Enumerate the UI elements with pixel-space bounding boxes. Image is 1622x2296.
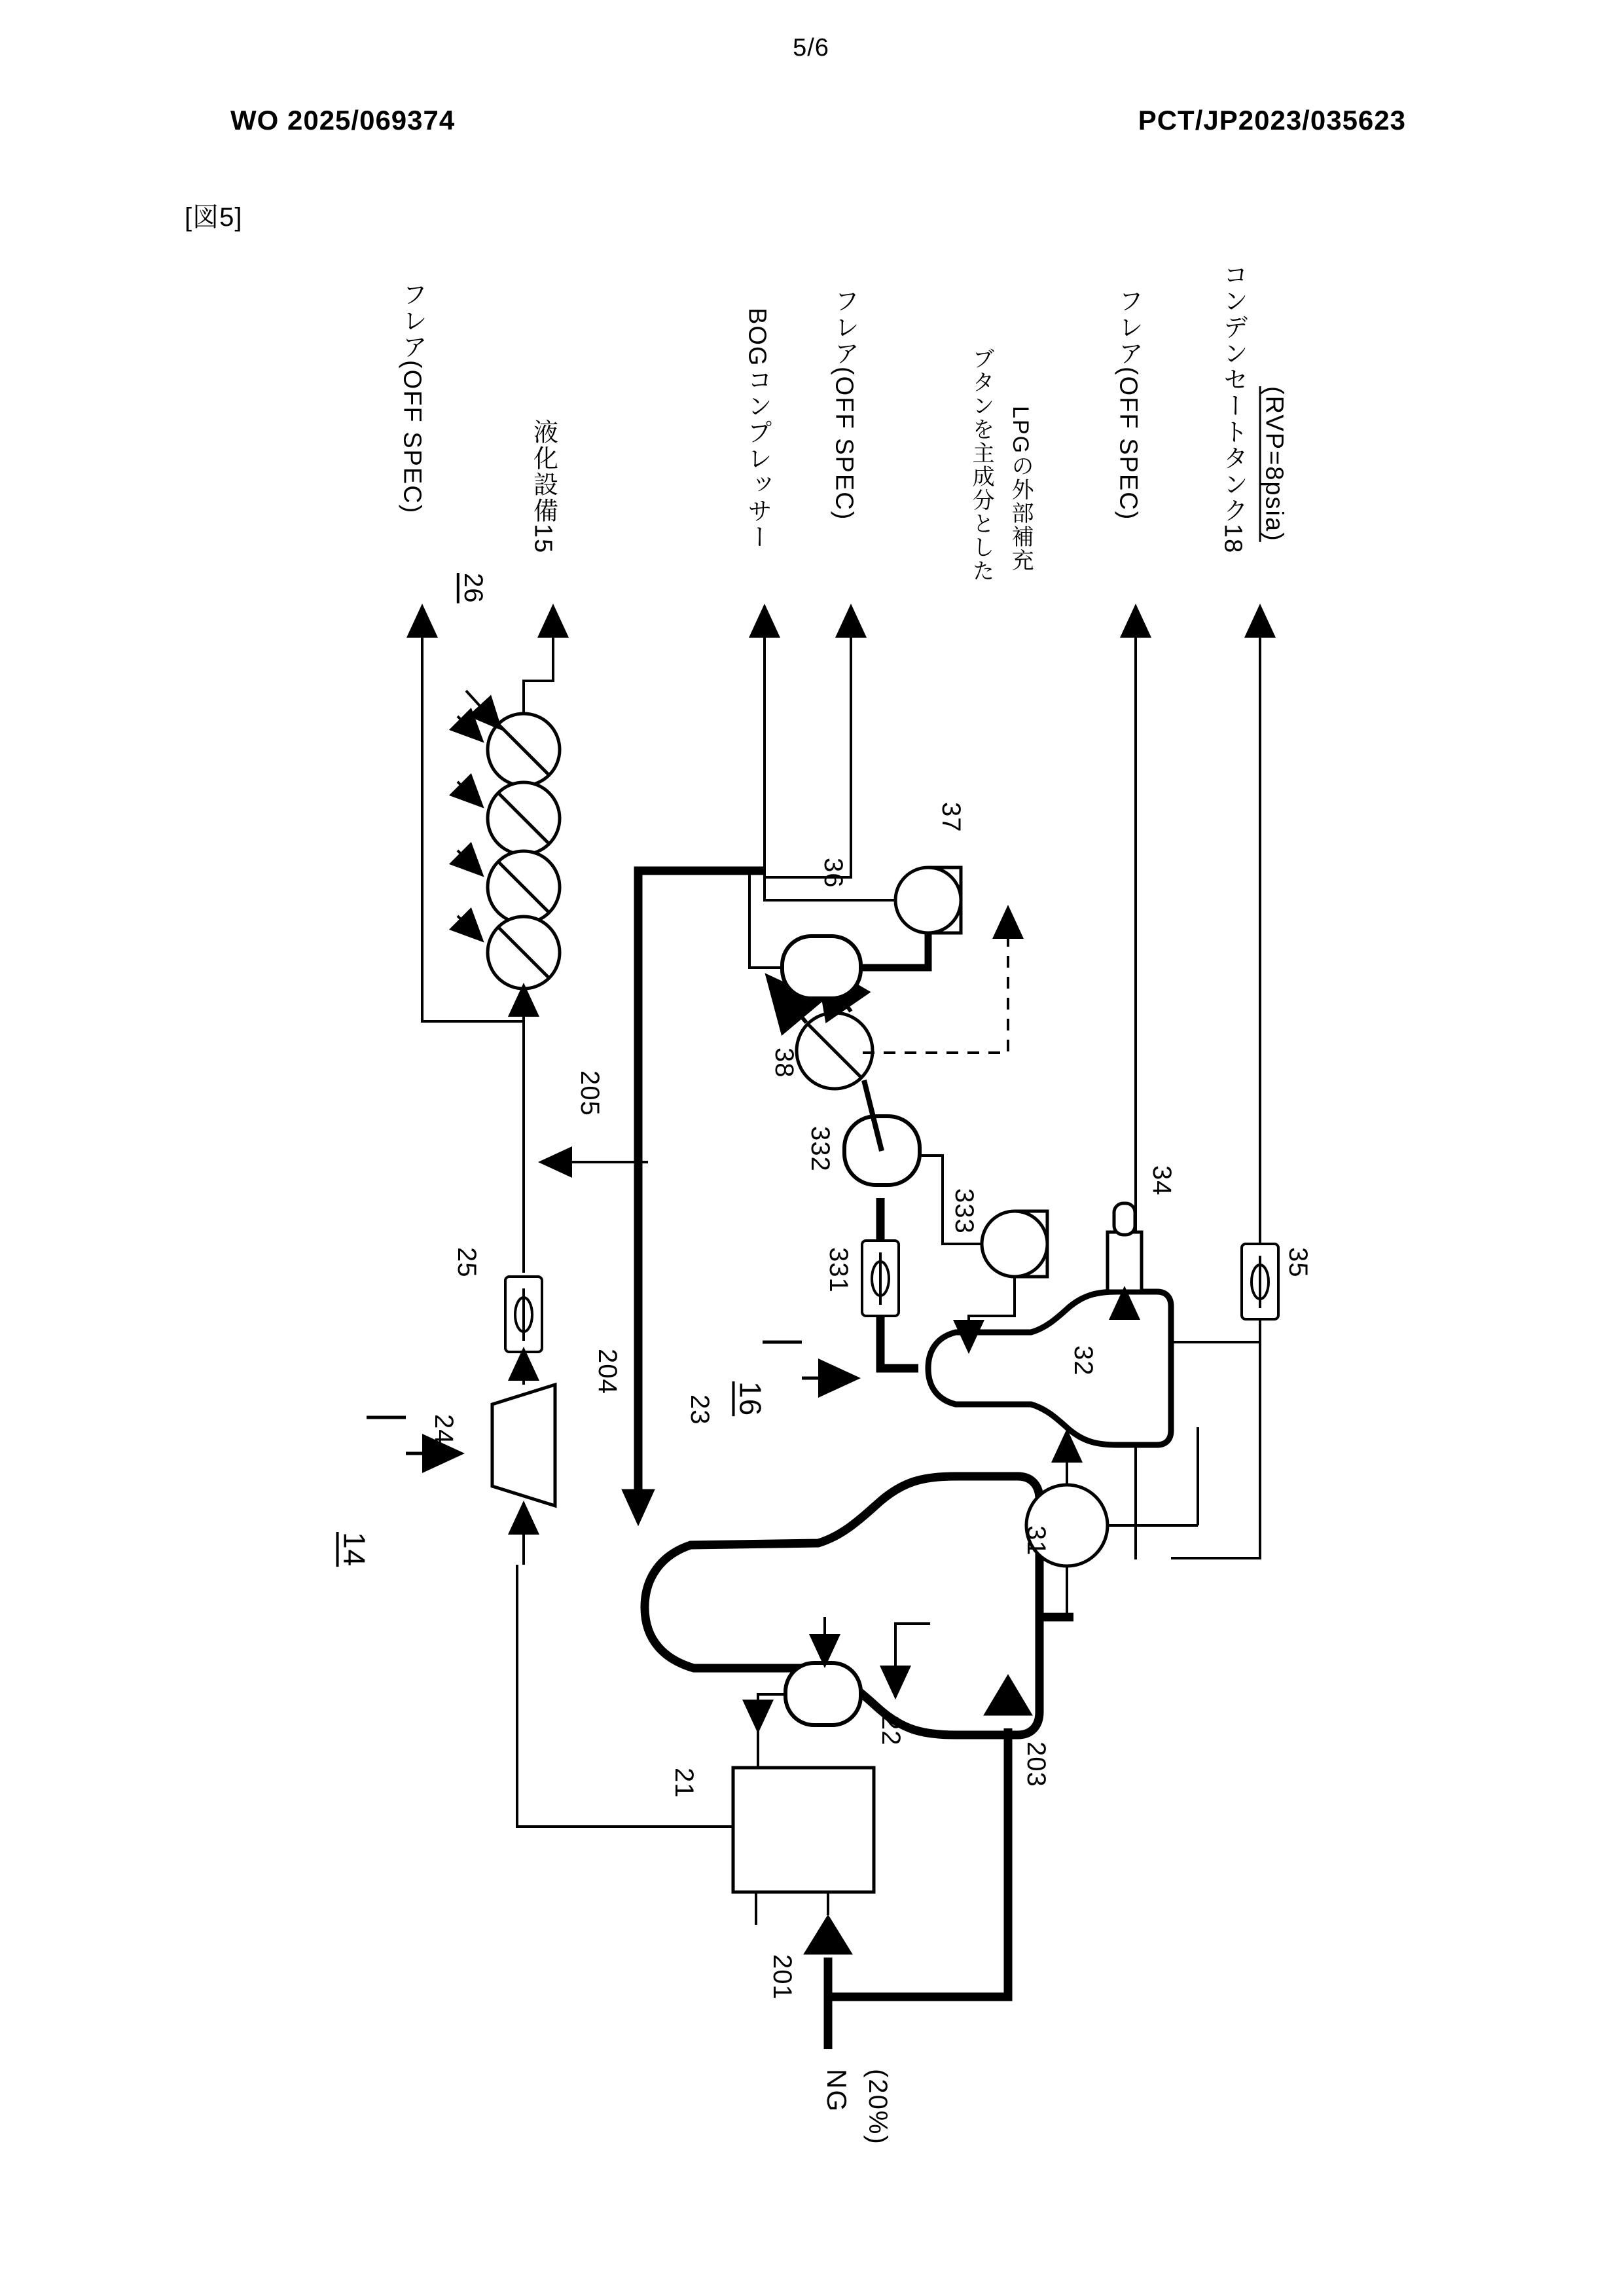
ref-201: 201	[767, 1954, 797, 2000]
ref-16: 16	[733, 1381, 768, 1417]
ref-22: 22	[876, 1715, 905, 1746]
ref-37: 37	[936, 802, 965, 833]
label-lpg-makeup-line1: ブタンを主成分とした	[969, 347, 994, 583]
label-liquefaction-15: 液化設備15	[529, 419, 557, 555]
ref-24: 24	[429, 1414, 458, 1445]
label-flare-off-spec-3: フレア(OFF SPEC)	[1114, 288, 1142, 521]
ref-331: 331	[823, 1247, 853, 1293]
label-lpg-makeup-line2: LPGの外部補充	[1008, 406, 1034, 573]
label-feed-ng: NG	[821, 2069, 853, 2113]
ref-21: 21	[669, 1768, 698, 1798]
ref-26: 26	[458, 573, 488, 604]
ref-38: 38	[769, 1048, 799, 1078]
ref-23: 23	[685, 1394, 714, 1425]
publication-number: WO 2025/069374	[230, 105, 456, 136]
ref-35: 35	[1283, 1247, 1312, 1278]
ref-205: 205	[575, 1070, 604, 1116]
ref-36: 36	[818, 858, 848, 888]
ref-203: 203	[1021, 1741, 1051, 1787]
ref-31: 31	[1021, 1525, 1051, 1556]
label-bog-compressor: BOGコンプレッサー	[743, 308, 771, 551]
ref-333: 333	[949, 1188, 979, 1234]
figure-label: [図5]	[185, 203, 243, 232]
ref-332: 332	[805, 1126, 835, 1172]
label-flare-off-spec-26: フレア(OFF SPEC)	[398, 282, 426, 515]
label-condensate-tank-18: コンデンセートタンク18	[1219, 262, 1247, 555]
ref-14: 14	[337, 1532, 372, 1567]
label-condensate-rvp: (RVP=8psia)	[1260, 386, 1288, 542]
label-feed-ng-percent: (20%)	[863, 2069, 892, 2145]
application-number: PCT/JP2023/035623	[1138, 105, 1406, 136]
label-flare-off-spec-2: フレア(OFF SPEC)	[830, 288, 858, 521]
page-number: 5/6	[793, 34, 829, 62]
ref-204: 204	[592, 1349, 622, 1394]
ref-32: 32	[1068, 1345, 1098, 1376]
ref-34: 34	[1147, 1165, 1176, 1196]
ref-25: 25	[452, 1247, 481, 1278]
